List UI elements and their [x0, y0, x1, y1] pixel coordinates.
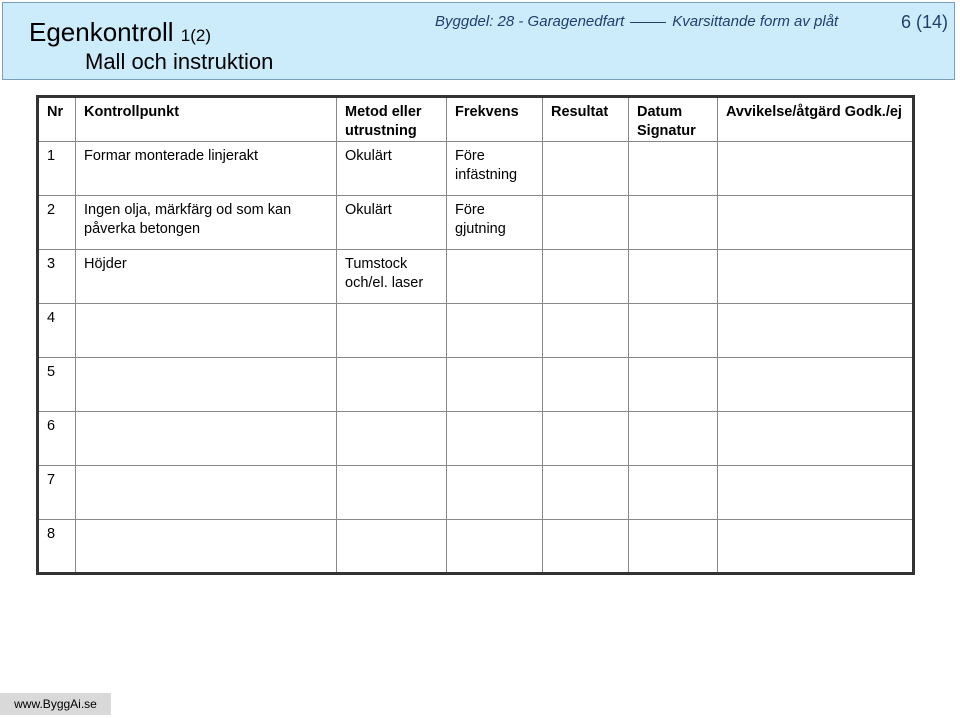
cell-frekvens[interactable]	[447, 412, 543, 466]
cell-nr: 4	[38, 304, 76, 358]
cell-datum[interactable]	[629, 412, 718, 466]
header-kontrollpunkt: Kontrollpunkt	[76, 97, 337, 142]
cell-kontrollpunkt[interactable]	[76, 304, 337, 358]
cell-resultat[interactable]	[543, 250, 629, 304]
cell-avvikelse[interactable]	[718, 358, 914, 412]
cell-kontrollpunkt: Ingen olja, märkfärg od som kan påverka betongen	[76, 196, 337, 250]
footer-link[interactable]: www.ByggAi.se	[0, 693, 111, 715]
cell-metod: Okulärt	[337, 196, 447, 250]
cell-kontrollpunkt: Formar monterade linjerakt	[76, 142, 337, 196]
cell-avvikelse[interactable]	[718, 466, 914, 520]
cell-frekvens: Före gjutning	[447, 196, 543, 250]
cell-datum[interactable]	[629, 304, 718, 358]
control-table	[36, 95, 915, 575]
table-row	[38, 142, 914, 196]
cell-nr: 5	[38, 358, 76, 412]
cell-datum[interactable]	[629, 466, 718, 520]
cell-frekvens: Före infästning	[447, 142, 543, 196]
cell-avvikelse[interactable]	[718, 304, 914, 358]
cell-datum[interactable]	[629, 358, 718, 412]
cell-datum[interactable]	[629, 520, 718, 574]
cell-resultat[interactable]	[543, 358, 629, 412]
cell-avvikelse[interactable]	[718, 520, 914, 574]
page-number: 6 (14)	[900, 12, 948, 32]
cell-kontrollpunkt[interactable]	[76, 466, 337, 520]
cell-resultat[interactable]	[543, 142, 629, 196]
cell-frekvens[interactable]	[447, 520, 543, 574]
cell-nr: 8	[38, 520, 76, 574]
cell-metod[interactable]	[337, 358, 447, 412]
header-avvikelse: Avvikelse/åtgärd Godk./ej	[718, 97, 914, 142]
table-row	[38, 196, 914, 250]
header-frekvens: Frekvens	[447, 97, 543, 142]
header-nr: Nr	[38, 97, 76, 142]
cell-frekvens	[447, 250, 543, 304]
table-row	[38, 358, 914, 412]
cell-kontrollpunkt[interactable]	[76, 412, 337, 466]
cell-nr: 7	[38, 466, 76, 520]
cell-frekvens[interactable]	[447, 304, 543, 358]
page-title	[29, 17, 211, 48]
cell-frekvens[interactable]	[447, 466, 543, 520]
table-row	[38, 304, 914, 358]
cell-metod[interactable]	[337, 304, 447, 358]
cell-metod: Okulärt	[337, 142, 447, 196]
cell-nr: 6	[38, 412, 76, 466]
title-page-count: 1(2)	[180, 26, 212, 45]
header-resultat: Resultat	[543, 97, 629, 142]
byggdel-dash	[630, 22, 666, 23]
cell-nr: 2	[38, 196, 76, 250]
cell-metod[interactable]	[337, 466, 447, 520]
header-datum: Datum Signatur	[629, 97, 718, 142]
cell-datum[interactable]	[629, 250, 718, 304]
cell-datum[interactable]	[629, 142, 718, 196]
cell-avvikelse[interactable]	[718, 196, 914, 250]
cell-datum[interactable]	[629, 196, 718, 250]
cell-kontrollpunkt[interactable]	[76, 358, 337, 412]
cell-avvikelse[interactable]	[718, 412, 914, 466]
table-header-row	[38, 97, 914, 142]
cell-resultat[interactable]	[543, 466, 629, 520]
cell-metod[interactable]	[337, 412, 447, 466]
table-row	[38, 250, 914, 304]
table-row	[38, 520, 914, 574]
byggdel-suffix: Kvarsittande form av plåt	[672, 13, 839, 30]
cell-resultat[interactable]	[543, 412, 629, 466]
page-subtitle: Mall och instruktion	[85, 49, 274, 74]
cell-frekvens[interactable]	[447, 358, 543, 412]
cell-nr: 3	[38, 250, 76, 304]
table-row	[38, 412, 914, 466]
table-row	[38, 466, 914, 520]
cell-resultat[interactable]	[543, 520, 629, 574]
cell-avvikelse[interactable]	[718, 142, 914, 196]
cell-metod[interactable]	[337, 520, 447, 574]
title-text: Egenkontroll	[29, 17, 174, 47]
cell-metod: Tumstock och/el. laser	[337, 250, 447, 304]
header-banner	[2, 2, 955, 80]
header-metod: Metod eller utrustning	[337, 97, 447, 142]
byggdel-prefix: Byggdel: 28 - Garagenedfart	[435, 13, 625, 30]
cell-kontrollpunkt[interactable]	[76, 520, 337, 574]
cell-resultat[interactable]	[543, 196, 629, 250]
cell-nr: 1	[38, 142, 76, 196]
cell-resultat[interactable]	[543, 304, 629, 358]
cell-avvikelse[interactable]	[718, 250, 914, 304]
cell-kontrollpunkt: Höjder	[76, 250, 337, 304]
byggdel-label	[435, 13, 838, 30]
